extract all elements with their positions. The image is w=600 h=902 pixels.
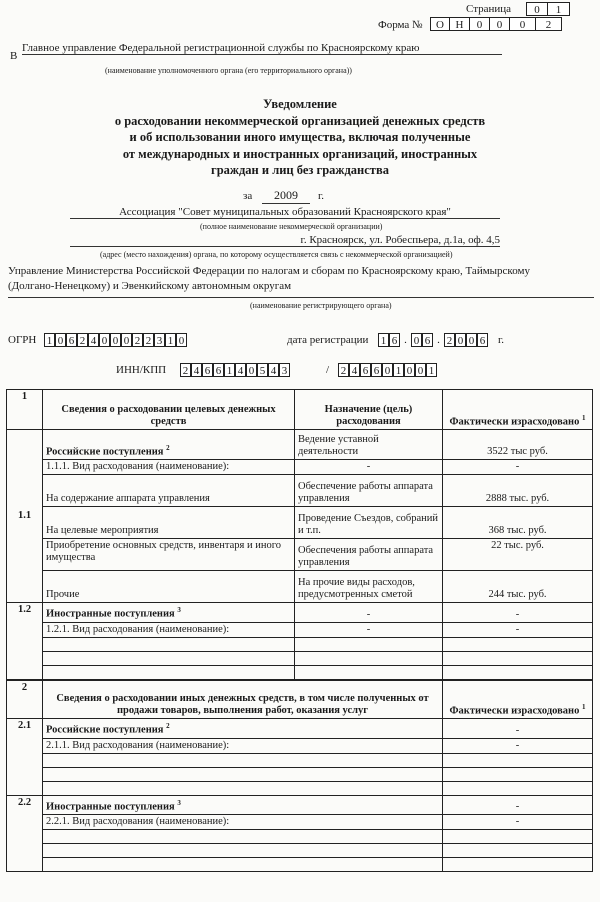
kpp-digit: 0 (382, 363, 393, 377)
empty-cell (443, 651, 593, 665)
expense-amount: 368 тыс. руб. (443, 507, 593, 539)
regdate-label: дата регистрации (287, 334, 369, 346)
ogrn-digit: 3 (154, 333, 165, 347)
section-2-number: 2 (7, 681, 43, 719)
empty-cell (443, 844, 593, 858)
kpp-digit: 6 (360, 363, 371, 377)
ogrn-digit: 0 (121, 333, 132, 347)
section-1-table (6, 389, 593, 680)
ru-income-text: Российские поступления (46, 446, 164, 457)
form-code-char: 0 (470, 17, 490, 31)
inn-digit: 4 (235, 363, 246, 377)
empty-cell (443, 858, 593, 872)
empty-cell (295, 665, 443, 679)
expense-purpose: Обеспечения работы аппарата управления (295, 539, 443, 571)
kpp-digit: 1 (426, 363, 437, 377)
spent-header-text: Фактически израсходовано (449, 416, 580, 427)
empty-cell (43, 767, 443, 781)
regdate-char: 6 (477, 333, 488, 347)
footnote-mark: 3 (177, 798, 181, 807)
report-year: 2009 (262, 188, 310, 204)
regdate-char: 1 (378, 333, 389, 347)
subsection-2-1-number: 2.1 (7, 719, 43, 796)
kpp-digit: 4 (349, 363, 360, 377)
inn-digit: 3 (279, 363, 290, 377)
organization-address: г. Красноярск, ул. Робеспьера, д.1а, оф. 4,5 (70, 234, 500, 247)
inn-digit: 5 (257, 363, 268, 377)
empty-cell (295, 651, 443, 665)
ru-income-text: Российские поступления (46, 724, 164, 736)
expense-name: Приобретение основных средств, инвентаря и иного имущества (43, 539, 295, 571)
kind-label-2-2-1: 2.2.1. Вид расходования (наименование): (43, 815, 443, 830)
expense-amount: 2888 тыс. руб. (443, 475, 593, 507)
footnote-mark: 1 (581, 702, 586, 711)
regdate-char: 0 (466, 333, 477, 347)
registrar-line-2: (Долгано-Ненецкому) и Эвенкийскому автономным округам (8, 280, 292, 292)
dash-cell: - (295, 460, 443, 475)
ogrn-digit: 0 (176, 333, 187, 347)
regdate-char: 6 (389, 333, 400, 347)
ogrn-digit: 2 (132, 333, 143, 347)
regdate-suffix: г. (498, 334, 505, 346)
registrar-caption: (наименование регистрирующего органа) (250, 301, 392, 310)
authority-caption: (наименование уполномоченного органа (его территориального органа)) (105, 66, 352, 75)
form-code-char: 0 (510, 17, 536, 31)
expense-amount: 22 тыс. руб. (443, 539, 593, 571)
empty-cell (295, 637, 443, 651)
ogrn-digit: 1 (165, 333, 176, 347)
regdate-boxes (378, 333, 488, 347)
footnote-mark: 2 (166, 722, 170, 730)
section-1-number: 1 (7, 390, 43, 430)
title-line: граждан и лиц без гражданства (211, 163, 389, 177)
dash-cell: - (443, 719, 593, 739)
empty-cell (43, 830, 443, 844)
registrar-line-1: Управление Министерства Российской Федерации по налогам и сборам по Красноярскому краю, Таймырскому (8, 265, 530, 277)
empty-cell (43, 844, 443, 858)
expense-purpose: На прочие виды расходов, предусмотренных сметой (295, 571, 443, 603)
ogrn-digit: 0 (99, 333, 110, 347)
regdate-char: 2 (444, 333, 455, 347)
ogrn-boxes (44, 333, 187, 347)
title-line: от международных и иностранных организаций, иностранных (122, 146, 478, 161)
organization-name: Ассоциация "Совет муниципальных образований Красноярского края" (70, 206, 500, 219)
title-line: и об использовании иного имущества, включая полученные (129, 130, 471, 144)
inn-digit: 2 (180, 363, 191, 377)
expense-amount: 244 тыс. руб. (443, 571, 593, 603)
form-label: Форма № (378, 19, 423, 31)
slash-separator: / (326, 364, 330, 376)
kind-label-1-1-1: 1.1.1. Вид расходования (наименование): (43, 460, 295, 475)
empty-cell (43, 781, 443, 795)
regdate-char: 6 (422, 333, 433, 347)
period-suffix: г. (318, 190, 325, 202)
to-prefix: В (10, 50, 18, 62)
regdate-char: 0 (411, 333, 422, 347)
empty-cell (443, 637, 593, 651)
ogrn-digit: 6 (66, 333, 77, 347)
empty-cell (43, 858, 443, 872)
form-code-boxes (430, 17, 562, 31)
kpp-boxes (338, 363, 437, 377)
period-prefix: за (243, 190, 253, 202)
kpp-digit: 1 (393, 363, 404, 377)
ogrn-digit: 1 (44, 333, 55, 347)
ru-income-label-2 (43, 719, 443, 739)
dash-cell: - (443, 795, 593, 815)
page-digit: 0 (526, 2, 548, 16)
inn-digit: 6 (213, 363, 224, 377)
inn-digit: 1 (224, 363, 235, 377)
empty-cell (443, 830, 593, 844)
spent-header-text: Фактически израсходовано (449, 705, 580, 716)
section-1-col-info: Сведения о расходовании целевых денежных средств (43, 390, 295, 430)
ogrn-digit: 2 (77, 333, 88, 347)
ogrn-digit: 4 (88, 333, 99, 347)
page-label: Страница (466, 3, 512, 15)
ogrn-digit: 0 (110, 333, 121, 347)
form-code-char: О (430, 17, 450, 31)
section-2-col-spent (443, 681, 593, 719)
dash-cell: - (443, 460, 593, 475)
form-code-char: Н (450, 17, 470, 31)
foreign-income-label (43, 603, 295, 623)
address-caption: (адрес (место нахождения) органа, по которому осуществляется связь с некоммерческой организацией) (100, 250, 453, 259)
innkpp-label: ИНН/КПП (116, 364, 167, 376)
section-1-col-purpose: Назначение (цель) расходования (295, 390, 443, 430)
form-code-char: 2 (536, 17, 562, 31)
dash-cell: - (443, 622, 593, 637)
empty-cell (443, 767, 593, 781)
subsection-2-2-number: 2.2 (7, 795, 43, 872)
inn-digit: 4 (191, 363, 202, 377)
dash-cell: - (443, 738, 593, 753)
expense-purpose: Проведение Съездов, собраний и т.п. (295, 507, 443, 539)
organization-caption: (полное наименование некоммерческой организации) (200, 222, 383, 231)
expense-name: Прочие (43, 571, 295, 603)
page-number-boxes (526, 2, 570, 16)
form-code-char: 0 (490, 17, 510, 31)
kpp-digit: 2 (338, 363, 349, 377)
regdate-char: . (437, 334, 440, 346)
kind-label-2-1-1: 2.1.1. Вид расходования (наименование): (43, 738, 443, 753)
registrar-underline (8, 297, 594, 298)
expense-purpose: Обеспечение работы аппарата управления (295, 475, 443, 507)
inn-boxes (180, 363, 290, 377)
dash-cell: - (443, 603, 593, 623)
foreign-income-text: Иностранные поступления (46, 608, 175, 620)
empty-cell (443, 781, 593, 795)
dash-cell: - (295, 622, 443, 637)
expense-name: На целевые мероприятия (43, 507, 295, 539)
kpp-digit: 6 (371, 363, 382, 377)
empty-cell (443, 665, 593, 679)
empty-cell (43, 637, 295, 651)
footnote-mark: 1 (581, 413, 586, 422)
section-2-table (6, 680, 593, 872)
footnote-mark: 3 (177, 606, 181, 614)
page-digit: 1 (548, 2, 570, 16)
empty-cell (43, 665, 295, 679)
inn-digit: 4 (268, 363, 279, 377)
inn-digit: 0 (246, 363, 257, 377)
footnote-mark: 2 (166, 443, 170, 452)
regdate-char: 0 (455, 333, 466, 347)
foreign-income-text: Иностранные поступления (46, 801, 175, 812)
title-line: о расходовании некоммерческой организацией денежных средств (114, 113, 486, 128)
empty-cell (443, 753, 593, 767)
section-1-col-spent (443, 390, 593, 430)
empty-cell (43, 753, 443, 767)
title-line: Уведомление (263, 97, 337, 111)
kpp-digit: 0 (415, 363, 426, 377)
regdate-char: . (404, 334, 407, 346)
ru-income-purpose: Ведение уставной деятельности (295, 430, 443, 460)
ogrn-digit: 2 (143, 333, 154, 347)
subsection-1-2-number: 1.2 (7, 603, 43, 680)
document-title (0, 96, 600, 179)
dash-cell: - (443, 815, 593, 830)
section-2-col-info: Сведения о расходовании иных денежных средств, в том числе полученных от продажи товаров, выполнения работ, оказания услуг (43, 681, 443, 719)
foreign-income-label-2 (43, 795, 443, 815)
ru-income-amount: 3522 тыс руб. (443, 430, 593, 460)
ogrn-digit: 0 (55, 333, 66, 347)
kpp-digit: 0 (404, 363, 415, 377)
ogrn-label: ОГРН (8, 334, 37, 346)
kind-label-1-2-1: 1.2.1. Вид расходования (наименование): (43, 622, 295, 637)
expense-name: На содержание аппарата управления (43, 475, 295, 507)
empty-cell (43, 651, 295, 665)
dash-cell: - (295, 603, 443, 623)
inn-digit: 6 (202, 363, 213, 377)
authority-name: Главное управление Федеральной регистрационной службы по Красноярскому краю (22, 42, 502, 55)
ru-income-label (43, 430, 295, 460)
subsection-1-1-number: 1.1 (7, 430, 43, 603)
